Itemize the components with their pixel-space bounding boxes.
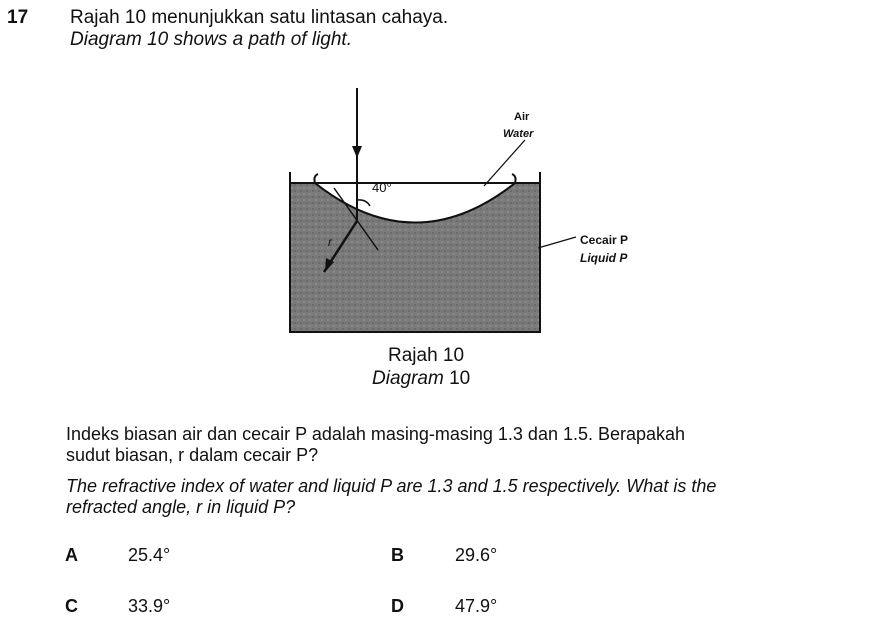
air-water-pointer — [484, 140, 525, 186]
option-a-value: 25.4° — [128, 545, 171, 565]
question-stem-english: Diagram 10 shows a path of light. — [70, 29, 352, 50]
option-d-value: 47.9° — [455, 596, 498, 616]
water-surface-curve — [314, 174, 515, 183]
liquid-p-pointer — [538, 237, 576, 248]
diagram-caption-malay: Rajah 10 — [388, 345, 465, 366]
problem-malay-line-1: Indeks biasan air dan cecair P adalah masing-masing 1.3 dan 1.5. Berapakah — [66, 424, 686, 444]
problem-english-line-1: The refractive index of water and liquid P are 1.3 and 1.5 respectively. What is the — [66, 476, 717, 496]
water-label: Water — [503, 128, 534, 140]
option-a-letter: A — [65, 545, 78, 565]
problem-malay-line-2: sudut biasan, r dalam cecair P? — [66, 445, 319, 465]
refraction-angle-label: r — [328, 235, 332, 249]
question-stem-malay: Rajah 10 menunjukkan satu lintasan cahaya. — [70, 7, 449, 28]
liquid-p-label-malay: Cecair P — [580, 233, 629, 247]
diagram-caption-english — [372, 368, 470, 390]
question-number: 17 — [7, 7, 29, 28]
angle-label: 40° — [372, 180, 392, 195]
liquid-p-label-english: Liquid P — [580, 251, 628, 265]
air-label: Air — [514, 111, 530, 123]
option-d-letter: D — [391, 596, 404, 616]
option-c-value: 33.9° — [128, 596, 171, 616]
diagram-caption-english-number: 10 — [449, 368, 471, 389]
option-b-value: 29.6° — [455, 545, 498, 565]
option-c-letter: C — [65, 596, 78, 616]
incident-ray-arrowhead — [352, 146, 362, 158]
diagram-caption-english-word: Diagram — [372, 368, 444, 389]
option-b-letter: B — [391, 545, 404, 565]
light-path-diagram — [270, 82, 650, 342]
problem-english-line-2: refracted angle, r in liquid P? — [66, 497, 296, 517]
